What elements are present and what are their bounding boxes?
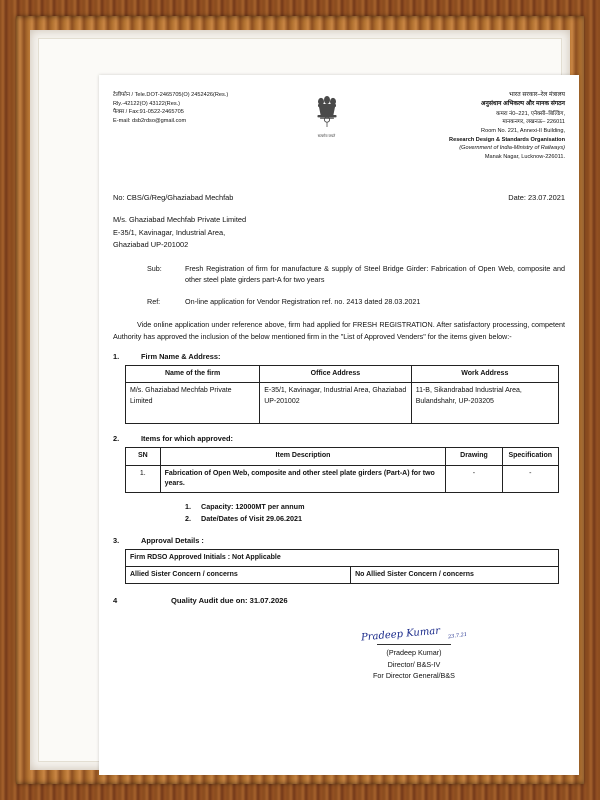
reference-number-label: No: — [113, 193, 125, 202]
header-item-description: Item Description — [160, 448, 446, 465]
sub-item-text-2: Date/Dates of Visit 29.06.2021 — [201, 514, 302, 524]
section-4-quality-audit — [113, 596, 565, 605]
cell-sn: 1. — [126, 465, 161, 492]
reference-number — [113, 193, 233, 202]
table-row — [126, 567, 559, 584]
firm-address-table — [125, 365, 559, 424]
room-english: Room No. 221, Annexi-II Building, — [481, 127, 565, 134]
letter-date-label: Date: — [508, 193, 526, 202]
cell-item-description: Fabrication of Open Web, composite and other steel plate girders (Part-A) for two years. — [160, 465, 446, 492]
signature-handwriting-row — [263, 627, 565, 644]
letter-date-value: 23.07.2021 — [528, 193, 565, 202]
railway-phone-line: Rly.-42122(O) 43122(Res.) — [113, 100, 181, 107]
govt-of-india-line: (Government of India-Ministry of Railways) — [459, 145, 565, 152]
section-4-number: 4 — [113, 596, 118, 606]
subject-block — [113, 263, 565, 285]
header-drawing: Drawing — [446, 448, 502, 465]
ref-block — [113, 296, 565, 307]
email-line: E-mail: dsb2rdso@gmail.com — [113, 117, 187, 124]
signature-script-date: 23.7.21 — [447, 631, 468, 641]
body-paragraph: Vide online application under reference above, firm had applied for FRESH REGISTRATION. After satisfactory processing, competent Authority has approved the inclusion of the below mentioned firm in the "List of Approved Venders" for the items given below:- — [113, 320, 565, 341]
letterhead — [113, 85, 565, 169]
india-state-emblem-icon — [313, 93, 341, 133]
addressee-block — [113, 214, 565, 252]
room-hindi: कमरा नं0–221, एनेक्सी–बिल्डिंग, — [496, 110, 565, 117]
approved-items-table — [125, 447, 559, 492]
addressee-line-2: E-35/1, Kavinagar, Industrial Area, — [113, 227, 226, 237]
cell-firm-name: M/s. Ghaziabad Mechfab Private Limited — [126, 383, 260, 424]
document-mount — [38, 38, 565, 762]
cell-allied-sister-concern-label: Allied Sister Concern / concerns — [126, 567, 351, 584]
cell-office-address: E-35/1, Kavinagar, Industrial Area, Ghaziabad UP-201002 — [260, 383, 412, 424]
sub-item-marker-1: 1. — [185, 501, 191, 511]
cell-drawing: - — [446, 465, 502, 492]
section-1-title: Firm Name & Address: — [141, 352, 221, 362]
fax-line: फैक्स / Fax:91-0522-2465705 — [113, 109, 184, 116]
address-english: Manak Nagar, Lucknow-226011. — [484, 153, 565, 160]
emblem-block — [287, 91, 367, 139]
table-row — [126, 383, 559, 424]
section-2-number: 2. — [113, 434, 120, 444]
subject-text: Fresh Registration of firm for manufacture & supply of Steel Bridge Girder: Fabrication of Open Web, composite and other steel plate girders part-A for two years — [185, 263, 565, 284]
section-2-title: Items for which approved: — [141, 434, 233, 444]
letterhead-contact — [113, 91, 263, 126]
rdso-hindi: अनुसंधान अभिकल्प और मानक संगठन — [480, 101, 565, 108]
letterhead-organisation — [390, 91, 565, 162]
letter-date — [508, 193, 565, 202]
signature-block — [113, 627, 565, 682]
city-hindi: मानकनगर, लखनऊ– 226011 — [502, 119, 565, 126]
table-row — [126, 465, 559, 492]
signatory-for-line: For Director General/B&S — [373, 671, 455, 681]
rdso-english: Research Design & Standards Organisation — [449, 136, 565, 143]
sub-item-marker-2: 2. — [185, 514, 191, 524]
approval-details-table — [125, 549, 559, 584]
reference-number-value: CBS/G/Reg/Ghaziabad Mechfab — [126, 193, 234, 202]
cell-rdso-approved-initials: Firm RDSO Approved Initials : Not Applicable — [126, 549, 559, 566]
section-3-title: Approval Details : — [141, 535, 204, 545]
table-header-row — [126, 366, 559, 383]
addressee-line-1: M/s. Ghaziabad Mechfab Private Limited — [113, 215, 247, 224]
cell-work-address: 11-B, Sikandrabad Industrial Area, Bulandshahr, UP-203205 — [411, 383, 558, 424]
subject-label: Sub: — [147, 263, 162, 273]
table-row — [126, 549, 559, 566]
header-work-address: Work Address — [411, 366, 558, 383]
section-2-heading — [113, 434, 565, 443]
list-item — [185, 513, 565, 526]
ministry-hindi: भारत सरकार–रेल मंत्रालय — [509, 92, 565, 98]
section-1-number: 1. — [113, 352, 120, 362]
cell-specification: - — [502, 465, 558, 492]
signatory-name: (Pradeep Kumar) — [386, 648, 442, 658]
section-3-number: 3. — [113, 535, 120, 545]
ref-label: Ref: — [147, 297, 161, 307]
emblem-motto: सत्यमेव जयते — [317, 134, 336, 138]
section-4-text: Quality Audit due on: 31.07.2026 — [171, 596, 288, 606]
list-item — [185, 501, 565, 514]
header-specification: Specification — [502, 448, 558, 465]
section-3-heading — [113, 536, 565, 545]
header-office-address: Office Address — [260, 366, 412, 383]
signature-script: Pradeep Kumar — [360, 625, 441, 644]
ref-text: On-line application for Vendor Registration ref. no. 2413 dated 28.03.2021 — [185, 297, 421, 307]
addressee-line-3: Ghaziabad UP-201002 — [113, 240, 189, 250]
signatory-designation: Director/ B&S-IV — [387, 659, 441, 669]
signature-rule — [377, 644, 451, 645]
sub-item-text-1: Capacity: 12000MT per annum — [201, 501, 305, 511]
header-sn: SN — [126, 448, 161, 465]
section-1-heading — [113, 352, 565, 361]
cell-allied-sister-concern-value: No Allied Sister Concern / concerns — [351, 567, 559, 584]
document-sheet — [99, 75, 579, 775]
reference-row — [113, 193, 565, 202]
section-2-sub-items — [185, 501, 565, 526]
header-firm-name: Name of the firm — [126, 366, 260, 383]
table-header-row — [126, 448, 559, 465]
telephone-line: टेलीफोन / Tele.DOT-2465705(O) 2452426(Res.) — [113, 92, 229, 98]
